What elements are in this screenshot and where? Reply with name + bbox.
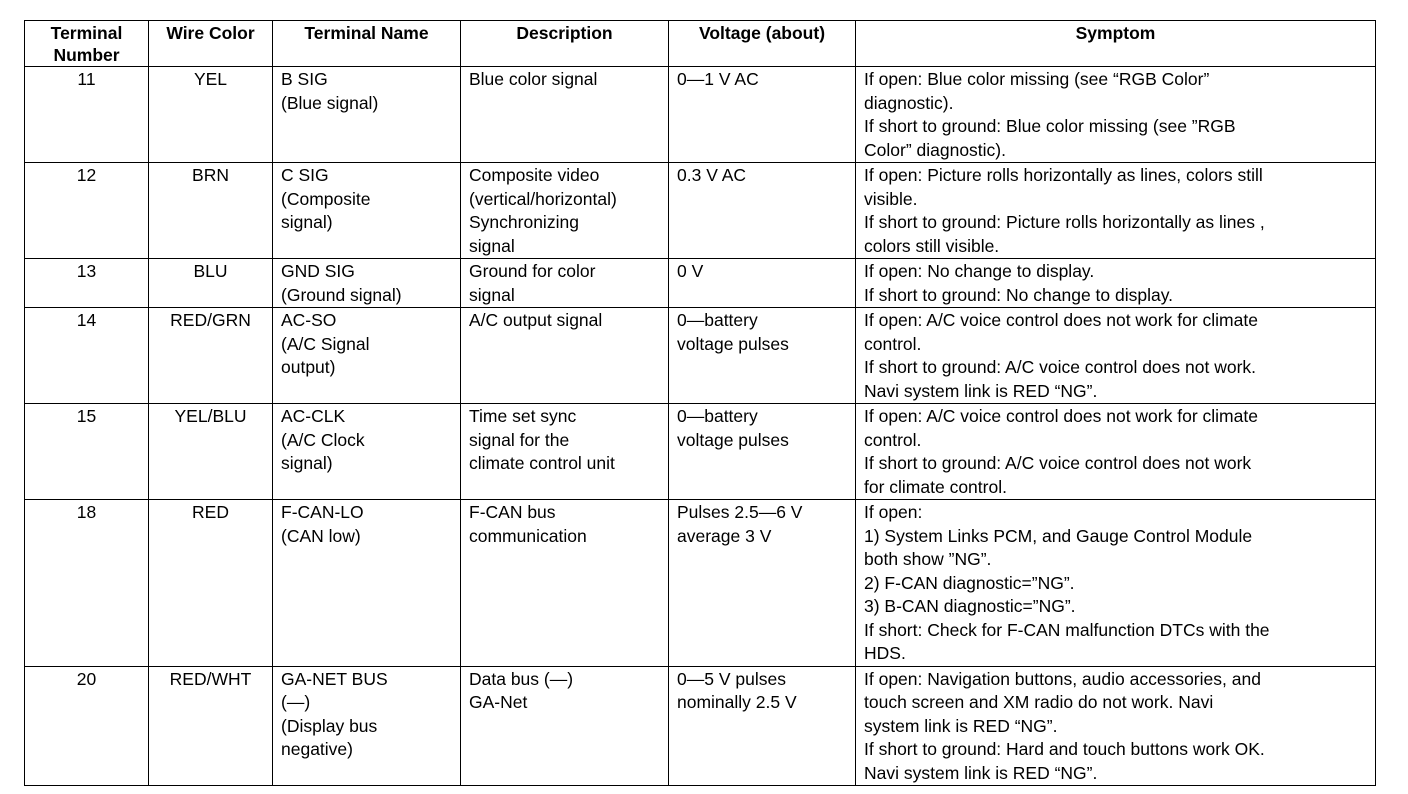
cell-text-line: average 3 V	[677, 525, 772, 546]
cell-text-line: voltage pulses	[677, 333, 789, 354]
cell-text-line: If open:	[864, 502, 923, 522]
cell-text-line: 0—battery	[677, 406, 758, 426]
header-symptom: Symptom	[856, 21, 1376, 67]
description-cell	[461, 666, 669, 786]
voltage-cell	[669, 666, 856, 786]
description-cell	[461, 67, 669, 163]
cell-text-line: If short to ground: No change to display.	[864, 284, 1174, 305]
header-row	[25, 21, 1376, 67]
terminal-number-cell: 11	[25, 67, 149, 163]
cell-text-line: system link is RED “NG”.	[864, 715, 1058, 736]
cell-text-line: F-CAN-LO	[281, 502, 364, 522]
cell-text-line: Data bus (—)	[469, 668, 574, 689]
table-row	[25, 163, 1376, 259]
terminal-number-cell: 14	[25, 308, 149, 404]
cell-text-line: nominally 2.5 V	[677, 692, 797, 712]
cell-text-line: 0—battery	[677, 310, 758, 330]
cell-text-line: F-CAN bus	[469, 502, 556, 522]
cell-text-line: If open: Blue color missing (see “RGB Color”	[864, 69, 1210, 89]
cell-text-line: GND SIG	[281, 261, 355, 281]
description-cell	[461, 163, 669, 259]
cell-text-line: signal	[469, 235, 515, 256]
cell-text-line: If open: No change to display.	[864, 261, 1095, 281]
voltage-cell	[669, 500, 856, 667]
terminal-number-cell: 12	[25, 163, 149, 259]
cell-text-line: Synchronizing	[469, 212, 579, 232]
cell-text-line: (CAN low)	[281, 525, 361, 546]
wire-color-cell: RED/WHT	[149, 666, 273, 786]
cell-text-line: control.	[864, 429, 922, 450]
terminal-name-cell	[273, 259, 461, 308]
cell-text-line: (Display bus	[281, 715, 378, 736]
cell-text-line: colors still visible.	[864, 235, 1000, 256]
cell-text-line: (vertical/horizontal)	[469, 188, 617, 209]
description-cell	[461, 308, 669, 404]
cell-text-line: 0—1 V AC	[677, 69, 759, 89]
header-voltage: Voltage (about)	[669, 21, 856, 67]
cell-text-line: If short to ground: Picture rolls horizontally as lines ,	[864, 212, 1265, 232]
header-terminal-number: Terminal Number	[25, 21, 149, 67]
description-cell	[461, 404, 669, 500]
cell-text-line: 2) F-CAN diagnostic=”NG”.	[864, 572, 1075, 593]
header-description: Description	[461, 21, 669, 67]
symptom-cell	[856, 259, 1376, 308]
voltage-cell	[669, 259, 856, 308]
cell-text-line: If short: Check for F-CAN malfunction DTCs with the	[864, 619, 1270, 640]
cell-text-line: both show ”NG”.	[864, 549, 992, 569]
header-wire-color: Wire Color	[149, 21, 273, 67]
wire-color-cell: RED/GRN	[149, 308, 273, 404]
cell-text-line: touch screen and XM radio do not work. Navi	[864, 692, 1214, 712]
table-row	[25, 500, 1376, 667]
description-cell	[461, 259, 669, 308]
cell-text-line: Navi system link is RED “NG”.	[864, 762, 1098, 783]
table-body	[25, 67, 1376, 786]
header-terminal-name: Terminal Name	[273, 21, 461, 67]
description-cell	[461, 500, 669, 667]
symptom-cell	[856, 500, 1376, 667]
cell-text-line: voltage pulses	[677, 429, 789, 450]
terminal-name-cell	[273, 500, 461, 667]
cell-text-line: If short to ground: Hard and touch buttons work OK.	[864, 739, 1265, 759]
cell-text-line: (Composite	[281, 188, 371, 209]
wire-color-cell: BLU	[149, 259, 273, 308]
wire-color-cell: RED	[149, 500, 273, 667]
table-row	[25, 308, 1376, 404]
symptom-cell	[856, 163, 1376, 259]
cell-text-line: negative)	[281, 739, 353, 759]
cell-text-line: output)	[281, 357, 336, 377]
terminal-name-cell	[273, 163, 461, 259]
cell-text-line: 0 V	[677, 261, 704, 281]
cell-text-line: If open: Picture rolls horizontally as lines, colors still	[864, 165, 1263, 185]
cell-text-line: Color” diagnostic).	[864, 139, 1006, 160]
cell-text-line: If short to ground: A/C voice control does not work	[864, 453, 1252, 473]
symptom-cell	[856, 67, 1376, 163]
cell-text-line: Composite video	[469, 165, 600, 185]
cell-text-line: Time set sync	[469, 406, 577, 426]
cell-text-line: climate control unit	[469, 453, 615, 473]
wire-color-cell: YEL/BLU	[149, 404, 273, 500]
cell-text-line: A/C output signal	[469, 310, 603, 330]
cell-text-line: If open: Navigation buttons, audio accessories, and	[864, 668, 1261, 689]
cell-text-line: HDS.	[864, 643, 906, 663]
cell-text-line: If open: A/C voice control does not work for climate	[864, 406, 1258, 426]
cell-text-line: signal for the	[469, 429, 570, 450]
cell-text-line: (A/C Clock	[281, 429, 365, 450]
cell-text-line: GA-NET BUS	[281, 668, 388, 689]
cell-text-line: (Ground signal)	[281, 284, 402, 305]
terminal-name-cell	[273, 67, 461, 163]
terminal-number-cell: 18	[25, 500, 149, 667]
table-row	[25, 666, 1376, 786]
cell-text-line: Blue color signal	[469, 69, 598, 89]
cell-text-line: signal)	[281, 453, 333, 473]
symptom-cell	[856, 308, 1376, 404]
terminal-name-cell	[273, 666, 461, 786]
cell-text-line: visible.	[864, 188, 918, 209]
voltage-cell	[669, 308, 856, 404]
voltage-cell	[669, 163, 856, 259]
cell-text-line: 0—5 V pulses	[677, 668, 786, 689]
voltage-cell	[669, 67, 856, 163]
cell-text-line: signal)	[281, 212, 333, 232]
cell-text-line: control.	[864, 333, 922, 354]
cell-text-line: Ground for color	[469, 261, 596, 281]
terminal-number-cell: 13	[25, 259, 149, 308]
terminal-number-cell: 20	[25, 666, 149, 786]
cell-text-line: AC-SO	[281, 310, 337, 330]
table-row	[25, 67, 1376, 163]
cell-text-line: (Blue signal)	[281, 92, 379, 113]
terminal-name-cell	[273, 404, 461, 500]
cell-text-line: If open: A/C voice control does not work for climate	[864, 310, 1258, 330]
cell-text-line: diagnostic).	[864, 92, 954, 113]
terminal-table	[24, 20, 1376, 786]
cell-text-line: If short to ground: Blue color missing (see ”RGB	[864, 116, 1236, 136]
terminal-name-cell	[273, 308, 461, 404]
cell-text-line: 3) B-CAN diagnostic=”NG”.	[864, 596, 1076, 616]
cell-text-line: communication	[469, 525, 587, 546]
cell-text-line: (A/C Signal	[281, 333, 370, 354]
cell-text-line: (—)	[281, 692, 311, 712]
table-row	[25, 259, 1376, 308]
cell-text-line: 1) System Links PCM, and Gauge Control Module	[864, 525, 1253, 546]
cell-text-line: 0.3 V AC	[677, 165, 747, 185]
cell-text-line: B SIG	[281, 69, 328, 89]
cell-text-line: signal	[469, 284, 515, 305]
cell-text-line: for climate control.	[864, 476, 1007, 497]
wire-color-cell: YEL	[149, 67, 273, 163]
cell-text-line: Pulses 2.5—6 V	[677, 502, 803, 522]
cell-text-line: AC-CLK	[281, 406, 346, 426]
cell-text-line: C SIG	[281, 165, 329, 185]
cell-text-line: GA-Net	[469, 692, 528, 712]
terminal-number-cell: 15	[25, 404, 149, 500]
table-row	[25, 404, 1376, 500]
cell-text-line: Navi system link is RED “NG”.	[864, 380, 1098, 401]
symptom-cell	[856, 404, 1376, 500]
cell-text-line: If short to ground: A/C voice control does not work.	[864, 357, 1257, 377]
voltage-cell	[669, 404, 856, 500]
wire-color-cell: BRN	[149, 163, 273, 259]
symptom-cell	[856, 666, 1376, 786]
